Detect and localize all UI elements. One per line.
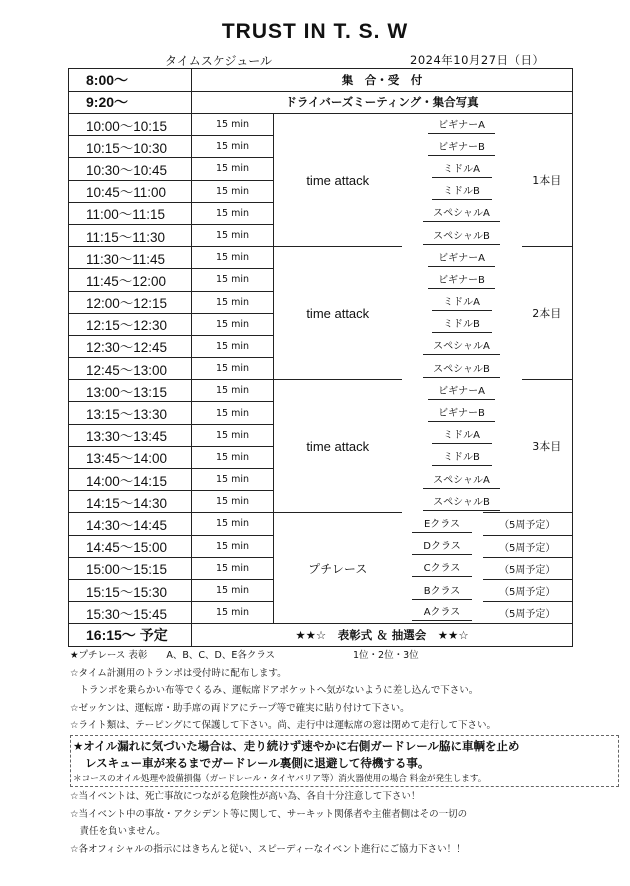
schedule-row (69, 624, 573, 647)
event-cell: time attack (274, 247, 402, 380)
event-cell: time attack (274, 114, 402, 247)
class-cell (402, 247, 522, 269)
class-cell (402, 202, 522, 224)
note-line: ☆当イベント中の事故・アクシデント等に関して、サーキット関係者や主催者側はその一切の (70, 808, 468, 820)
time-cell: 10:45～11:00 (69, 180, 192, 202)
run-cell: 1本目 (522, 114, 573, 247)
time-cell: 11:30～11:45 (69, 247, 192, 269)
time-cell: 10:00～10:15 (69, 114, 192, 136)
duration-cell: 15 min (192, 247, 274, 269)
notes-bottom (70, 788, 615, 858)
class-label: ミドルB (432, 182, 492, 200)
class-label: ビギナーB (428, 271, 495, 289)
note-line: ★プチレース 表彰 A、B、C、D、E各クラス (70, 650, 276, 661)
class-cell (402, 446, 522, 468)
schedule-label: タイムスケジュール (165, 54, 273, 68)
class-cell (402, 380, 522, 402)
time-cell: 13:30～13:45 (69, 424, 192, 446)
time-cell: 13:45～14:00 (69, 446, 192, 468)
class-cell (402, 402, 522, 424)
class-label: ミドルB (432, 315, 492, 333)
class-label: ミドルA (432, 426, 492, 444)
duration-cell: 15 min (192, 491, 274, 513)
time-cell: 14:45～15:00 (69, 535, 192, 557)
duration-cell: 15 min (192, 180, 274, 202)
class-label: ビギナーB (428, 138, 495, 156)
class-cell (402, 602, 483, 624)
duration-cell: 15 min (192, 114, 274, 136)
time-cell: 14:00～14:15 (69, 469, 192, 491)
class-label: Dクラス (412, 537, 472, 555)
class-label: Cクラス (412, 559, 472, 577)
run-cell: 2本目 (522, 247, 573, 380)
class-label: スペシャルA (423, 471, 500, 489)
time-cell: 10:30～10:45 (69, 158, 192, 180)
duration-cell: 15 min (192, 335, 274, 357)
class-cell (402, 136, 522, 158)
time-cell: 14:30～14:45 (69, 513, 192, 535)
event-date: 2024年10月27日（日） (410, 53, 545, 67)
note-line: ☆各オフィシャルの指示にはきちんと従い、スピーディーなイベント進行にご協力下さい！！ (70, 843, 466, 855)
class-label: ビギナーA (428, 116, 495, 134)
time-cell: 8:00～ (69, 69, 192, 92)
class-cell (402, 513, 483, 535)
note-line: ☆ライト類は、テーピングにて保護して下さい。尚、走行中は運転席の窓は閉めて走行して下さい。 (70, 720, 497, 732)
duration-cell: 15 min (192, 557, 274, 579)
time-cell: 14:15～14:30 (69, 491, 192, 513)
class-cell (402, 424, 522, 446)
lap-note-cell: （5周予定） (483, 513, 573, 535)
duration-cell: 15 min (192, 513, 274, 535)
notes-top (70, 647, 615, 735)
time-cell: 11:45～12:00 (69, 269, 192, 291)
note-line: 責任を負いません。 (70, 826, 166, 838)
event-cell: プチレース (274, 513, 402, 624)
note-line: ☆ゼッケンは、運転席・助手席の両ドアにテープ等で確実に貼り付けて下さい。 (70, 702, 410, 714)
note-line: ☆当イベントは、死亡事故につながる危険性が高い為、各自十分注意して下さい！ (70, 791, 421, 802)
warning-line-2: レスキュー車が来るまでガードレール裏側に退避して待機する事。 (85, 756, 430, 770)
class-label: Aクラス (412, 603, 472, 621)
time-cell: 12:45～13:00 (69, 358, 192, 380)
duration-cell: 15 min (192, 202, 274, 224)
class-label: Bクラス (412, 582, 472, 600)
note-line: ☆タイム計測用のトランポは受付時に配布します。 (70, 667, 287, 679)
duration-cell: 15 min (192, 402, 274, 424)
time-cell: 13:00～13:15 (69, 380, 192, 402)
duration-cell: 15 min (192, 291, 274, 313)
class-cell (402, 158, 522, 180)
class-cell (402, 535, 483, 557)
duration-cell: 15 min (192, 136, 274, 158)
warning-footnote: ＊コースのオイル処理や設備損傷（ガードレール・タイヤバリア等）消火器使用の場合 料金が発生します。 (73, 774, 487, 784)
warning-line-1: ★オイル漏れに気づいた場合は、走り続けず速やかに右側ガードレール脇に車輌を止め (73, 739, 520, 753)
class-cell (402, 557, 483, 579)
duration-cell: 15 min (192, 380, 274, 402)
class-label: スペシャルB (423, 227, 500, 245)
class-label: ミドルA (432, 293, 492, 311)
duration-cell: 15 min (192, 358, 274, 380)
merged-cell: 集 合・受 付 (192, 69, 573, 92)
merged-cell: ★★☆ 表彰式 ＆ 抽選会 ★★☆ (192, 624, 573, 647)
schedule-row (69, 513, 573, 535)
schedule-row (69, 380, 573, 402)
run-cell: 3本目 (522, 380, 573, 513)
class-cell (402, 491, 522, 513)
lap-note-cell: （5周予定） (483, 579, 573, 601)
schedule-row (69, 247, 573, 269)
duration-cell: 15 min (192, 602, 274, 624)
class-label: ビギナーB (428, 404, 495, 422)
duration-cell: 15 min (192, 446, 274, 468)
class-label: ビギナーA (428, 382, 495, 400)
class-label: ミドルB (432, 448, 492, 466)
class-cell (402, 579, 483, 601)
class-label: スペシャルB (423, 360, 500, 378)
class-label: ビギナーA (428, 249, 495, 267)
merged-cell: ドライバーズミーティング・集合写真 (192, 91, 573, 114)
lap-note-cell: （5周予定） (483, 535, 573, 557)
class-cell (402, 114, 522, 136)
oil-warning-box (70, 735, 619, 787)
event-cell: time attack (274, 380, 402, 513)
class-cell (402, 291, 522, 313)
time-cell: 9:20～ (69, 91, 192, 114)
schedule-row (69, 69, 573, 92)
class-cell (402, 335, 522, 357)
lap-note-cell: （5周予定） (483, 557, 573, 579)
class-label: Eクラス (412, 515, 472, 533)
class-cell (402, 224, 522, 246)
lap-note-cell: （5周予定） (483, 602, 573, 624)
class-label: スペシャルB (423, 493, 500, 511)
class-label: スペシャルA (423, 204, 500, 222)
class-cell (402, 313, 522, 335)
note-line: トランポを乗らかい布等でくるみ、運転席ドアポケットへ気がないように差し込んで下さい。 (70, 685, 479, 697)
time-cell: 16:15～ 予定 (69, 624, 192, 647)
duration-cell: 15 min (192, 158, 274, 180)
time-cell: 15:30～15:45 (69, 602, 192, 624)
time-cell: 15:15～15:30 (69, 579, 192, 601)
time-cell: 11:15～11:30 (69, 224, 192, 246)
time-cell: 12:30～12:45 (69, 335, 192, 357)
schedule-row (69, 91, 573, 114)
duration-cell: 15 min (192, 535, 274, 557)
class-label: ミドルA (432, 160, 492, 178)
class-cell (402, 269, 522, 291)
duration-cell: 15 min (192, 313, 274, 335)
duration-cell: 15 min (192, 579, 274, 601)
duration-cell: 15 min (192, 224, 274, 246)
time-cell: 11:00～11:15 (69, 202, 192, 224)
class-label: スペシャルA (423, 337, 500, 355)
time-cell: 10:15～10:30 (69, 136, 192, 158)
schedule-row (69, 114, 573, 136)
duration-cell: 15 min (192, 269, 274, 291)
class-cell (402, 358, 522, 380)
duration-cell: 15 min (192, 424, 274, 446)
time-cell: 13:15～13:30 (69, 402, 192, 424)
class-cell (402, 180, 522, 202)
duration-cell: 15 min (192, 469, 274, 491)
time-cell: 12:15～12:30 (69, 313, 192, 335)
ranking-places: 1位・2位・3位 (353, 650, 419, 661)
schedule-table (68, 68, 573, 647)
time-cell: 15:00～15:15 (69, 557, 192, 579)
time-cell: 12:00～12:15 (69, 291, 192, 313)
document-title: TRUST IN T. S. W (221, 20, 409, 43)
class-cell (402, 469, 522, 491)
